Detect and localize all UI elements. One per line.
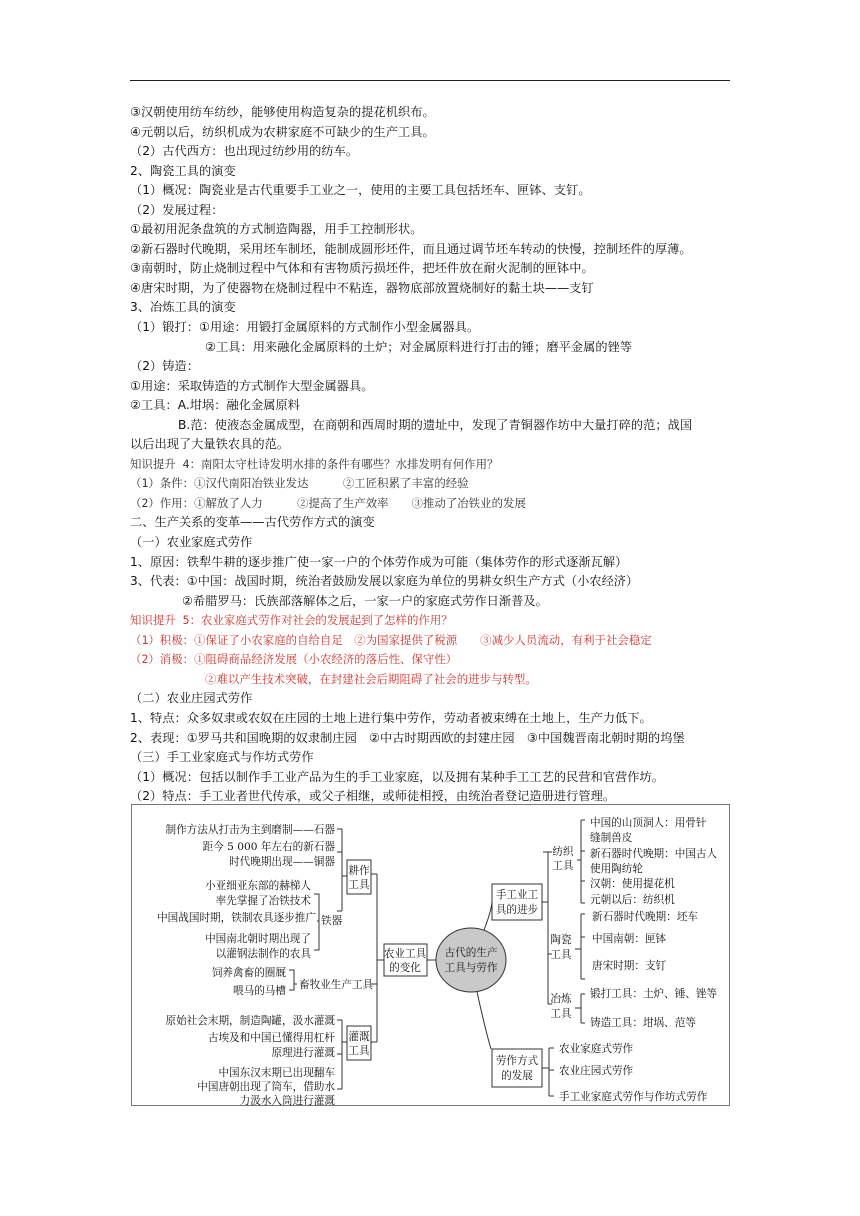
- textile-line-1: 中国的山顶洞人：用骨针: [590, 817, 707, 829]
- iron-line-1: 小亚细亚东部的赫梯人: [205, 880, 311, 892]
- labor-line-1: 劳作方式: [495, 1055, 539, 1067]
- textile-label-2: 工具: [552, 860, 574, 872]
- iron-line-3: 中国战国时期，铁制农具逐步推广: [157, 912, 316, 924]
- craft-line-1: 手工业工: [495, 889, 539, 901]
- text-line: 2、表现：①罗马共和国晚期的奴隶制庄园 ②中古时期西欧的封建庄园 ③中国魏晋南北朝时期的坞堡: [130, 730, 685, 745]
- iron-line-5: 以灌钢法制作的农具: [215, 948, 311, 960]
- header-rule: [130, 80, 730, 81]
- irrigation-line-4: 中国东汉末期已出现翻车: [218, 1067, 335, 1079]
- text-line: （1）概况：包括以制作手工业产品为生的手工业家庭，以及拥有某种手工工艺的民营和官营作坊。: [130, 769, 665, 784]
- stone-tool: 制作方法从打击为主到磨制——石器: [165, 824, 335, 836]
- textile-line-3: 新石器时代晚期：中国古人: [590, 848, 718, 860]
- mindmap-center-node: [436, 928, 506, 992]
- text-line: 3、代表：①中国：战国时期，统治者鼓励发展以家庭为单位的男耕女织生产方式（小农经济）: [130, 574, 639, 589]
- text-line: （1）锻打：①用途：用锻打金属原料的方式制作小型金属器具。: [130, 320, 480, 335]
- iron-line-2: 率先掌握了冶铁技术: [215, 895, 311, 907]
- textile-label-1: 纺织: [552, 846, 574, 858]
- text-line: （2）消极：①阻碍商品经济发展（小农经济的落后性、保守性）: [130, 652, 458, 667]
- text-line: 1、原因：铁犁牛耕的逐步推广使一家一户的个体劳作成为可能（集体劳作的形式逐渐瓦解）: [130, 554, 628, 569]
- text-line: 以后出现了大量铁农具的范。: [130, 437, 290, 452]
- text-line: 知识提升 5：农业家庭式劳作对社会的发展起到了怎样的作用？: [130, 613, 453, 628]
- text-line: ③汉朝使用纺车纺纱，能够使用构造复杂的提花机织布。: [130, 105, 435, 119]
- text-line: （1）积极：①保证了小农家庭的自给自足 ②为国家提供了税源 ③减少人员流动，有利于社会稳定: [130, 632, 652, 647]
- livestock-line-1: 饲养禽畜的圈厩: [211, 967, 286, 979]
- text-line: ②工具：用来融化金属原料的土炉；对金属原料进行打击的锤；磨平金属的锉等: [205, 339, 633, 354]
- textile-line-4: 使用陶纺轮: [590, 863, 643, 875]
- text-line: （三）手工业家庭式与作坊式劳作: [130, 750, 314, 765]
- smelt-line-1: 锻打工具：土炉、锤、锉等: [590, 988, 718, 1000]
- ceramic-line-3: 唐宋时期：支钉: [592, 960, 667, 972]
- labor-line-2: 的发展: [501, 1070, 533, 1082]
- text-line: ②希腊罗马：氏族部落解体之后，一家一户的家庭式劳作日渐普及。: [182, 593, 548, 608]
- text-line: B.范：使液态金属成型，在商朝和西周时期的遗址中，发现了青铜器作坊中大量打碎的范；战国: [178, 417, 693, 432]
- iron-line-4: 中国南北朝时期出现了: [205, 933, 311, 945]
- smelt-line-2: 铸造工具：坩埚、范等: [590, 1017, 696, 1029]
- plow-label-2: 工具: [348, 879, 370, 891]
- plow-label-1: 耕作: [348, 865, 370, 877]
- irrigation-label-1: 灌溉: [348, 1031, 370, 1043]
- farm-tools-line-1: 农业工具: [383, 948, 427, 960]
- irrigation-line-2: 古埃及和中国已懂得用杠杆: [207, 1032, 335, 1044]
- text-line: （2）作用：①解放了人力 ②提高了生产效率 ③推动了冶铁业的发展: [130, 495, 526, 510]
- text-line: 知识提升 4：南阳太守杜诗发明水排的条件有哪些？水排发明有何作用？: [130, 456, 499, 471]
- text-line: 1、特点：众多奴隶或农奴在庄园的土地上进行集中劳作，劳动者被束缚在土地上，生产力低下。: [130, 710, 652, 725]
- text-line: 3、冶炼工具的演变: [130, 300, 236, 315]
- center-line-2: 工具与劳作: [444, 962, 498, 974]
- text-line: （1）概况：陶瓷业是古代重要手工业之一，使用的主要工具包括坯车、匣钵、支钉。: [130, 183, 591, 198]
- text-line: ②难以产生技术突破，在封建社会后期阻碍了社会的进步与转型。: [205, 671, 537, 686]
- farm-tools-line-2: 的变化: [389, 962, 421, 974]
- irrigation-line-6: 力汲水入筒进行灌溉: [239, 1095, 335, 1106]
- text-line: （1）条件：①汉代南阳冶铁业发达 ②工匠积累了丰富的经验: [130, 476, 469, 491]
- irrigation-line-3: 原理进行灌溉: [271, 1047, 335, 1059]
- text-line: 二、生产关系的变革——古代劳作方式的演变: [130, 515, 375, 530]
- text-line: ①用途：采取铸造的方式制作大型金属器具。: [130, 378, 374, 393]
- irrigation-line-5: 中国唐朝出现了筒车，借助水: [197, 1081, 335, 1093]
- textile-line-2: 缝制兽皮: [590, 832, 633, 844]
- bronze-line-2: 时代晚期出现——铜器: [229, 856, 335, 868]
- center-line-1: 古代的生产: [444, 947, 498, 959]
- text-line: （二）农业庄园式劳作: [130, 691, 253, 706]
- livestock-line-2: 喂马的马槽: [233, 985, 286, 997]
- text-line: （一）农业家庭式劳作: [130, 535, 253, 550]
- ceramic-line-1: 新石器时代晚期：坯车: [592, 911, 698, 923]
- iron-label: 铁器: [321, 915, 343, 927]
- text-line: ①最初用泥条盘筑的方式制造陶器，用手工控制形状。: [130, 222, 423, 237]
- text-line: ②工具：A.坩埚：融化金属原料: [130, 398, 300, 413]
- labor-item-3: 手工业家庭式劳作与作坊式劳作: [559, 1091, 708, 1103]
- craft-line-2: 具的进步: [495, 904, 539, 916]
- smelt-label-1: 冶炼: [550, 993, 572, 1005]
- ceramic-label-2: 工具: [550, 949, 572, 961]
- text-line: （2）发展过程：: [130, 202, 224, 217]
- text-line: ③南朝时，防止烧制过程中气体和有害物质污损坯件，把坯件放在耐火泥制的匣钵中。: [130, 261, 594, 276]
- text-line: （2）铸造：: [130, 359, 199, 374]
- bronze-line-1: 距今 5 000 年左右的新石器: [202, 841, 335, 853]
- labor-item-2: 农业庄园式劳作: [559, 1065, 634, 1077]
- livestock-label: 畜牧业生产工具: [299, 979, 374, 991]
- labor-item-1: 农业家庭式劳作: [559, 1043, 634, 1055]
- irrigation-line-1: 原始社会末期，制造陶罐，汲水灌溉: [165, 1015, 335, 1027]
- text-line: （2）古代西方：也出现过纺纱用的纺车。: [130, 144, 359, 159]
- textile-line-5: 汉朝：使用提花机: [590, 878, 675, 890]
- knowledge-summary-mindmap: [131, 804, 730, 1106]
- irrigation-label-2: 工具: [348, 1045, 370, 1057]
- text-line: ②新石器时代晚期，采用坯车制坯，能制成圆形坯件，而且通过调节坯车转动的快慢，控制坯件的厚薄。: [130, 241, 692, 256]
- text-line: （2）特点：手工业者世代传承，或父子相继，或师徒相授，由统治者登记造册进行管理。: [130, 789, 616, 804]
- ceramic-line-2: 中国南朝：匣钵: [592, 933, 667, 945]
- text-line: ④唐宋时期，为了使器物在烧制过程中不粘连，器物底部放置烧制好的黏土块——支钉: [130, 280, 594, 295]
- document-body: [130, 103, 730, 826]
- textile-line-6: 元朝以后：纺织机: [590, 894, 675, 906]
- text-line: 2、陶瓷工具的演变: [130, 163, 236, 178]
- text-line: ④元朝以后，纺织机成为农耕家庭不可缺少的生产工具。: [130, 124, 435, 139]
- ceramic-label-1: 陶瓷: [550, 934, 572, 946]
- smelt-label-2: 工具: [550, 1008, 572, 1020]
